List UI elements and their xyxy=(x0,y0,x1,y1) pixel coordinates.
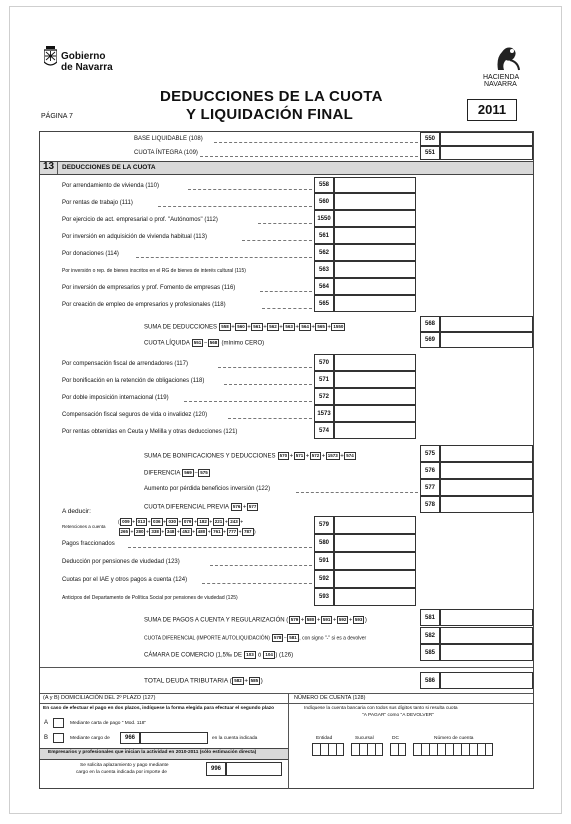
input-575[interactable] xyxy=(440,445,533,462)
box-593: 593 xyxy=(314,588,334,606)
option-b-checkbox[interactable] xyxy=(53,733,64,743)
org-name-line1: Gobierno xyxy=(61,51,106,62)
code: 581 xyxy=(289,635,297,640)
code: 575 xyxy=(200,470,208,475)
code: 079 xyxy=(183,519,192,524)
box-568: 568 xyxy=(420,316,440,332)
anticipos-label: Anticipos del Departamento de Política Social por pensiones de viudedad (125) xyxy=(62,595,238,601)
box-560: 560 xyxy=(314,193,334,210)
diferencia-label: DIFERENCIA xyxy=(144,470,181,477)
box-575: 575 xyxy=(420,445,440,462)
section-header xyxy=(40,161,533,175)
dots xyxy=(136,257,312,258)
box-586: 586 xyxy=(420,672,440,689)
code: 580 xyxy=(306,617,315,622)
box-569: 569 xyxy=(420,332,440,348)
cuenta-instruction-2: "A PAGAR" como "A DEVOLVER" xyxy=(362,713,434,718)
deduction-label: Por inversión o rep. de bienes inscritos en el RG de bienes de interés cultural (115) xyxy=(62,268,246,274)
retenciones-codes-row1: ( 009 + 013 + 036 + 030 + 079 + 182 + 221 + 243 + xyxy=(118,519,244,526)
divider xyxy=(288,693,289,789)
deduction-label: Por arrendamiento de vivienda (110) xyxy=(62,183,159,189)
dots xyxy=(158,206,312,207)
code: 036 xyxy=(153,519,161,524)
code: 013 xyxy=(137,519,146,524)
navarra-shield-icon xyxy=(44,46,57,68)
box-564: 564 xyxy=(314,278,334,295)
code: 569 xyxy=(184,470,192,475)
deduction-label: Por inversión en adquisición de vivienda habitual (113) xyxy=(62,234,207,240)
bonif-label: Compensación fiscal seguros de vida o invalidez (120) xyxy=(62,412,208,418)
cuenta-instruction-1: Indíquese la cuenta bancaria con todos sus dígitos tanto si resulta cuota xyxy=(304,706,458,711)
divider xyxy=(40,693,533,694)
box-565: 565 xyxy=(314,295,334,312)
dots xyxy=(260,291,312,292)
code: 761 xyxy=(213,529,221,534)
input-996[interactable] xyxy=(226,762,282,776)
deduction-label: Por ejercicio de act. empresarial o prof. "Autónomos" (112) xyxy=(62,217,218,223)
cuenta-title: NÚMERO DE CUENTA (128) xyxy=(294,695,366,701)
suma-bonif-row: SUMA DE BONIFICACIONES Y DEDUCCIONES 570 + 571 + 572 + 1573 + 574 xyxy=(144,453,354,460)
input-966[interactable] xyxy=(140,732,208,744)
page-title-2: Y LIQUIDACIÓN FINAL xyxy=(186,106,354,123)
hacienda-label-2: NAVARRA xyxy=(484,81,517,88)
dots xyxy=(128,547,312,548)
option-b-post: en la cuenta indicada xyxy=(212,736,258,741)
divider xyxy=(57,162,58,174)
dots xyxy=(202,583,312,584)
input-1573[interactable] xyxy=(334,405,416,422)
input-577[interactable] xyxy=(440,479,533,496)
cuota-liquida-label: CUOTA LÍQUIDA xyxy=(144,340,190,347)
dots xyxy=(218,367,312,368)
label-numero-cuenta: Número de cuenta xyxy=(434,736,474,741)
dots xyxy=(210,565,312,566)
bonif-label: Por rentas obtenidas en Ceuta y Melilla y otras deducciones (121) xyxy=(62,429,238,435)
input-568[interactable] xyxy=(440,316,533,332)
code: 563 xyxy=(285,324,293,329)
code: 452 xyxy=(182,529,190,534)
suma-pagos-label: SUMA DE PAGOS A CUENTA Y REGULARIZACIÓN xyxy=(144,617,285,624)
input-593[interactable] xyxy=(334,588,416,606)
code: 558 xyxy=(221,324,229,329)
diferencia-row: DIFERENCIA 569 − 575 xyxy=(144,470,208,477)
section-number: 13 xyxy=(43,161,55,172)
divider xyxy=(40,703,533,704)
input-580[interactable] xyxy=(334,534,416,552)
base-liquidable-label: BASE LIQUIDABLE (108) xyxy=(134,136,203,142)
code: 009 xyxy=(122,519,130,524)
dots xyxy=(214,142,418,143)
camara-row: CÁMARA DE COMERCIO (1,5‰ DE 103 ó 104 ) (126) xyxy=(144,652,294,659)
code: 103 xyxy=(246,652,254,657)
code: 577 xyxy=(248,504,257,509)
box-581: 581 xyxy=(420,609,440,626)
box-570: 570 xyxy=(314,354,334,371)
code: 104 xyxy=(265,652,273,657)
input-560[interactable] xyxy=(334,193,416,210)
dots xyxy=(258,223,312,224)
retenciones-label: Retenciones a cuenta xyxy=(62,524,106,529)
code: 480 xyxy=(197,529,206,534)
code: 1573 xyxy=(327,453,338,458)
input-1550[interactable] xyxy=(334,210,416,227)
input-571[interactable] xyxy=(334,371,416,388)
box-1573: 1573 xyxy=(314,405,334,422)
box-580: 580 xyxy=(314,534,334,552)
code: 221 xyxy=(214,519,223,524)
sucursal-digits[interactable] xyxy=(351,743,383,756)
dots xyxy=(200,156,418,157)
code: 592 xyxy=(338,617,347,622)
cuota-diferencial-note: con signo "-" si es a devolver xyxy=(302,635,367,642)
org-name-line2: de Navarra xyxy=(61,62,113,73)
dots xyxy=(224,384,312,385)
domiciliacion-instruction: En caso de efectuar el pago en dos plazos, indíquese la forma elegida para efectuar el segundo plazo xyxy=(43,706,275,711)
code: 1550 xyxy=(333,324,344,329)
label-entidad: Entidad xyxy=(316,736,333,741)
code: 572 xyxy=(311,453,320,458)
input-578[interactable] xyxy=(440,496,533,513)
domiciliacion-title: (A y B) DOMICILIACIÓN DEL 2º PLAZO (127) xyxy=(43,695,156,701)
bonif-label: Por doble imposición internacional (119) xyxy=(62,395,169,401)
box-578: 578 xyxy=(420,496,440,513)
page-number: PÁGINA 7 xyxy=(41,113,73,120)
code: 571 xyxy=(295,453,304,458)
label-sucursal: Sucursal xyxy=(355,736,374,741)
camara-label: CÁMARA DE COMERCIO (1,5‰ DE xyxy=(144,652,243,659)
cuota-diferencial-label: CUOTA DIFERENCIAL (IMPORTE AUTOLIQUIDACIÓN) xyxy=(144,635,270,642)
input-572[interactable] xyxy=(334,388,416,405)
input-569[interactable] xyxy=(440,332,533,348)
suma-pagos-row: SUMA DE PAGOS A CUENTA Y REGULARIZACIÓN ( 579 + 580 + 591 + 592 + 593 ) xyxy=(144,617,367,624)
code: 562 xyxy=(269,324,277,329)
divider xyxy=(40,667,533,668)
box-577: 577 xyxy=(420,479,440,496)
camara-note: ) (126) xyxy=(275,652,294,659)
year-box: 2011 xyxy=(467,99,517,121)
code: 030 xyxy=(168,519,176,524)
dc-digits[interactable] xyxy=(390,743,406,756)
code: 338 xyxy=(151,529,159,534)
input-579[interactable] xyxy=(334,516,416,534)
section-title: DEDUCCIONES DE LA CUOTA xyxy=(62,164,156,171)
box-1550: 1550 xyxy=(314,210,334,227)
cuota-liquida-note: (mínimo CERO) xyxy=(221,340,265,347)
box-550: 550 xyxy=(420,132,440,146)
code: 560 xyxy=(237,324,245,329)
code: 579 xyxy=(290,617,299,622)
box-571: 571 xyxy=(314,371,334,388)
total-row: TOTAL DEUDA TRIBUTARIA ( 582 + 585 ) xyxy=(144,677,263,685)
cuota-integra-label: CUOTA ÍNTEGRA (109) xyxy=(134,150,198,156)
total-label: TOTAL DEUDA TRIBUTARIA xyxy=(144,677,228,685)
input-574[interactable] xyxy=(334,422,416,439)
input-550[interactable] xyxy=(440,132,533,146)
box-996: 996 xyxy=(206,762,226,776)
deduction-label: Por rentas de trabajo (111) xyxy=(62,200,133,206)
dots xyxy=(184,401,312,402)
bonif-label: Por bonificación en la retención de obligaciones (118) xyxy=(62,378,205,384)
aplaz-text-2: cargo en la cuenta indicada por importe de xyxy=(76,770,167,775)
code: 265 xyxy=(120,529,129,534)
box-558: 558 xyxy=(314,177,334,193)
cuota-liquida-row: CUOTA LÍQUIDA 551 − 568 (mínimo CERO) xyxy=(144,340,265,347)
input-564[interactable] xyxy=(334,278,416,295)
entidad-digits[interactable] xyxy=(312,743,344,756)
cdp-row: CUOTA DIFERENCIAL PREVIA 576 + 577 xyxy=(144,504,257,511)
bonif-label: Por compensación fiscal de arrendadores (117) xyxy=(62,361,188,367)
input-576[interactable] xyxy=(440,462,533,479)
aumento-label: Aumento por pérdida beneficios inversión (122) xyxy=(144,486,271,492)
suma-deducciones-label: SUMA DE DEDUCCIONES xyxy=(144,324,218,331)
box-582: 582 xyxy=(420,627,440,644)
input-586[interactable] xyxy=(440,672,533,689)
input-592[interactable] xyxy=(334,570,416,588)
retenciones-codes-row2: 265 + 280 + 338 + 348 + 452 + 480 + 761 + 777 + 787 ) xyxy=(120,529,256,536)
input-581[interactable] xyxy=(440,609,533,626)
code: 243 xyxy=(230,519,238,524)
box-576: 576 xyxy=(420,462,440,479)
cuota-diferencial-row: CUOTA DIFERENCIAL (IMPORTE AUTOLIQUIDACIÓN) 578 − 581 , con signo "-" si es a devolver xyxy=(144,635,367,642)
box-585: 585 xyxy=(420,644,440,661)
box-579: 579 xyxy=(314,516,334,534)
input-591[interactable] xyxy=(334,552,416,570)
code: 565 xyxy=(317,324,325,329)
code: 561 xyxy=(253,324,261,329)
startup-band xyxy=(40,748,288,760)
hacienda-label-1: HACIENDA xyxy=(483,74,520,81)
code: 574 xyxy=(346,453,354,458)
dots xyxy=(296,492,418,493)
code: 280 xyxy=(135,529,144,534)
box-561: 561 xyxy=(314,227,334,244)
option-a-letter: A xyxy=(44,720,49,726)
code: 576 xyxy=(232,504,241,509)
pagos-fraccionados-label: Pagos fraccionados xyxy=(62,541,115,547)
code: 593 xyxy=(354,617,363,622)
box-591: 591 xyxy=(314,552,334,570)
dots xyxy=(228,418,312,419)
code: 564 xyxy=(301,324,309,329)
input-561[interactable] xyxy=(334,227,416,244)
deduction-label: Por creación de empleo de empresarios y profesionales (118) xyxy=(62,302,226,308)
code: 568 xyxy=(209,340,218,345)
code: 585 xyxy=(250,678,259,683)
input-562[interactable] xyxy=(334,244,416,261)
box-966: 966 xyxy=(120,732,140,744)
startup-band-text: Empresarios y profesionales que inician la actividad en 2010-2011 (sólo estimación directa) xyxy=(48,750,257,755)
deduction-label: Por donaciones (114) xyxy=(62,251,119,257)
box-572: 572 xyxy=(314,388,334,405)
cuotas-iae-label: Cuotas por el IAE y otros pagos a cuenta (124) xyxy=(62,577,188,583)
input-563[interactable] xyxy=(334,261,416,278)
input-582[interactable] xyxy=(440,627,533,644)
form-frame xyxy=(39,131,534,789)
pensiones-label: Deducción por pensiones de viudedad (123) xyxy=(62,559,180,565)
option-a-checkbox[interactable] xyxy=(53,718,64,728)
option-b-letter: B xyxy=(44,735,49,741)
code: 582 xyxy=(234,678,242,683)
code: 591 xyxy=(322,617,331,622)
code: 787 xyxy=(244,529,252,534)
code: 777 xyxy=(228,529,237,534)
input-551[interactable] xyxy=(440,146,533,160)
code: 348 xyxy=(166,529,175,534)
box-563: 563 xyxy=(314,261,334,278)
box-592: 592 xyxy=(314,570,334,588)
page-title-1: DEDUCCIONES DE LA CUOTA xyxy=(160,88,383,105)
deduction-label: Por inversión de empresarios y prof. Fomento de empresas (116) xyxy=(62,285,236,291)
option-b-label: Mediante cargo de xyxy=(70,736,110,741)
box-551: 551 xyxy=(420,146,440,160)
suma-deducciones-row: SUMA DE DEDUCCIONES 558 + 560 + 561 + 562 + 563 + 564 + 565 + 1550 xyxy=(144,324,344,331)
code: 182 xyxy=(199,519,207,524)
dots xyxy=(262,308,312,309)
code: 551 xyxy=(193,340,202,345)
option-a-label: Mediante carta de pago " Mod. 118" xyxy=(70,721,147,726)
input-585[interactable] xyxy=(440,644,533,661)
account-digits[interactable] xyxy=(413,743,493,756)
code: 570 xyxy=(279,453,288,458)
dots xyxy=(188,189,312,190)
cdp-label: CUOTA DIFERENCIAL PREVIA xyxy=(144,504,229,511)
box-574: 574 xyxy=(314,422,334,439)
input-558[interactable] xyxy=(334,177,416,193)
dots xyxy=(242,240,312,241)
code: 578 xyxy=(273,635,282,640)
input-570[interactable] xyxy=(334,354,416,371)
suma-bonif-label: SUMA DE BONIFICACIONES Y DEDUCCIONES xyxy=(144,453,276,460)
label-dc: DC xyxy=(392,736,399,741)
input-565[interactable] xyxy=(334,295,416,312)
box-562: 562 xyxy=(314,244,334,261)
hacienda-logo-icon xyxy=(492,44,522,72)
a-deducir-label: A deducir: xyxy=(62,508,91,515)
aplaz-text-1: Se solicita aplazamiento y pago mediante xyxy=(80,763,169,768)
